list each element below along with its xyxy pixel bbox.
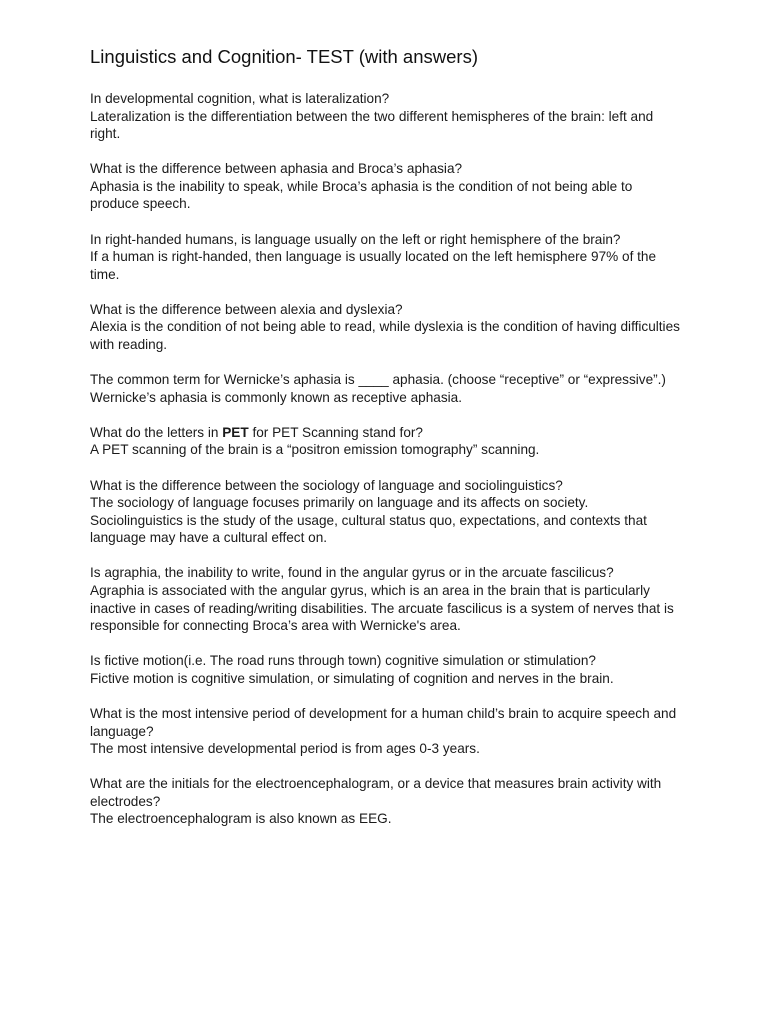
document-body [90, 44, 680, 846]
question-text: In right-handed humans, is language usually on the left or right hemisphere of the brain? [90, 231, 621, 247]
qa-item [90, 301, 680, 354]
answer-text: The sociology of language focuses primarily on language and its affects on society. Sociolinguistics is the study of the usage, cultural status quo, expectations, and contexts that language may have a cultural effect on. [90, 495, 647, 546]
qa-item [90, 90, 680, 143]
question-text: In developmental cognition, what is lateralization? [90, 91, 390, 106]
question-text: The common term for Wernicke’s aphasia is ____ aphasia. (choose “receptive” or “expressive”.) [90, 372, 666, 388]
question-text: Is agraphia, the inability to write, found in the angular gyrus or in the arcuate fascilicus? [90, 565, 614, 581]
qa-item [90, 160, 680, 213]
qa-item [90, 705, 680, 758]
qa-item [90, 231, 680, 284]
question-text: What are the initials for the electroencephalogram, or a device that measures brain activity with electrodes? [90, 776, 662, 809]
bold-acronym: PET [222, 424, 249, 440]
question-text: What is the difference between aphasia and Broca’s aphasia? [90, 161, 463, 177]
question-text-start: What do the letters in [90, 424, 223, 440]
answer-text: A PET scanning of the brain is a “positron emission tomography” scanning. [90, 442, 540, 458]
answer-text: If a human is right-handed, then language is usually located on the left hemisphere 97% of the time. [90, 249, 657, 282]
qa-item [90, 564, 680, 634]
answer-text: Lateralization is the differentiation between the two different hemispheres of the brain: left and right. [90, 108, 654, 142]
qa-item [90, 652, 680, 687]
qa-item [90, 775, 680, 828]
question-text [90, 424, 680, 442]
question-text: What is the difference between alexia and dyslexia? [90, 301, 403, 317]
qa-item [90, 424, 680, 459]
answer-text: Agraphia is associated with the angular gyrus, which is an area in the brain that is particularly inactive in cases of reading/writing disabilities. The arcuate fascilicus is a system of nerves that is responsible for connecting Broca’s area with Wernicke's area. [90, 582, 674, 634]
document-title: Linguistics and Cognition- TEST (with answers) [90, 46, 478, 67]
answer-text: The most intensive developmental period is from ages 0-3 years. [90, 741, 480, 757]
answer-text: Alexia is the condition of not being able to read, while dyslexia is the condition of having difficulties with reading. [90, 319, 680, 353]
answer-text: Wernicke’s aphasia is commonly known as receptive aphasia. [90, 389, 462, 405]
question-text: What is the most intensive period of development for a human child’s brain to acquire speech and language? [90, 705, 677, 739]
answer-text: Fictive motion is cognitive simulation, or simulating of cognition and nerves in the brain. [90, 670, 614, 686]
answer-text: Aphasia is the inability to speak, while Broca’s aphasia is the condition of not being able to produce speech. [90, 178, 633, 212]
question-text: Is fictive motion(i.e. The road runs through town) cognitive simulation or stimulation? [90, 653, 596, 669]
qa-item [90, 371, 680, 406]
answer-text: The electroencephalogram is also known as EEG. [90, 811, 392, 827]
qa-item [90, 477, 680, 547]
question-text: What is the difference between the sociology of language and sociolinguistics? [90, 477, 563, 493]
question-text-end: for PET Scanning stand for? [248, 424, 423, 440]
